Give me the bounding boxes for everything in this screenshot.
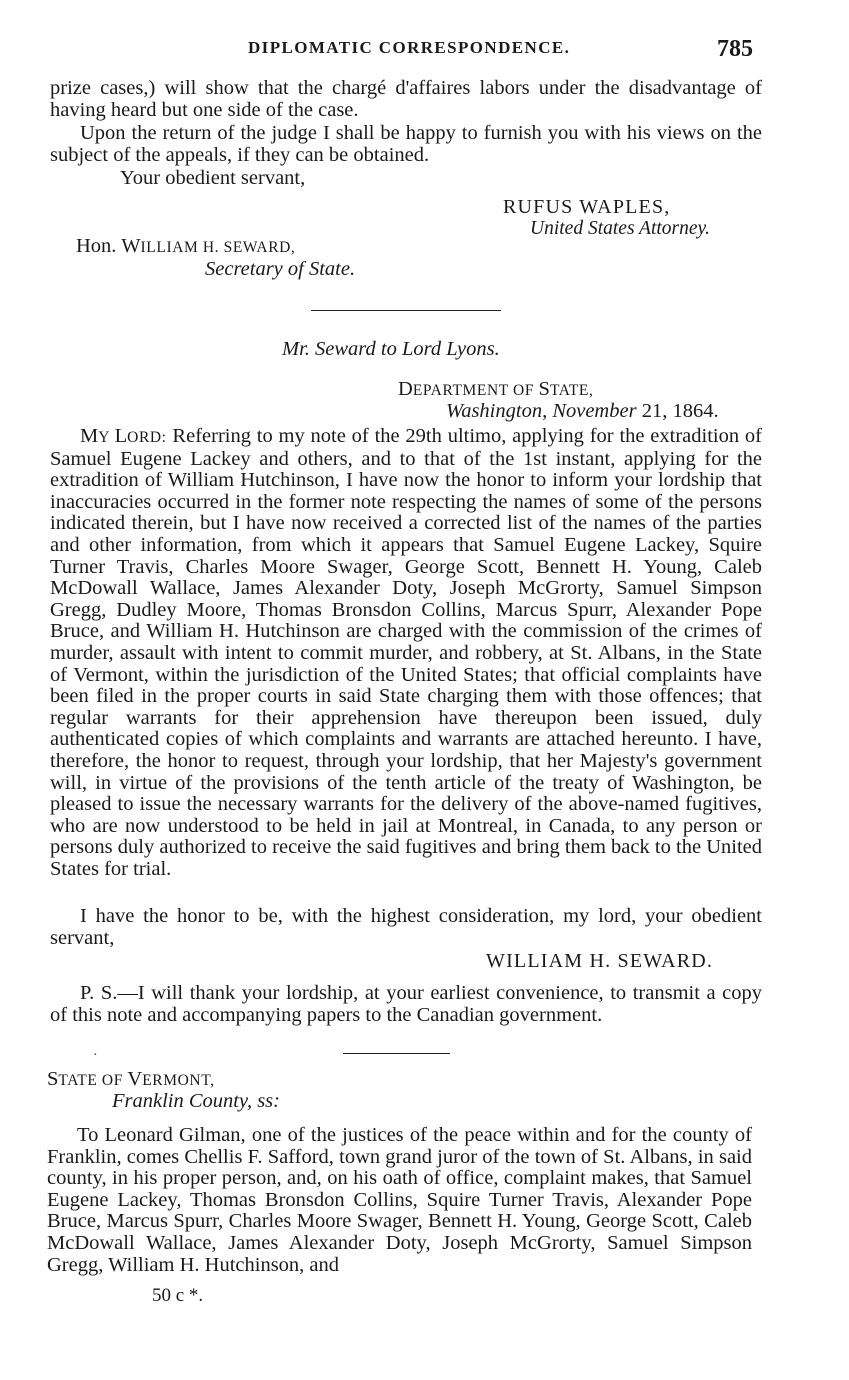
waples-signature: RUFUS WAPLES, [503,196,671,218]
judge-text: Upon the return of the judge I shall be happy to furnish you with his views on the subject of the appeals, if they can be obtained. [50,122,762,166]
complaint-body [47,1125,752,1276]
seward-body-text [50,426,762,880]
page-header [0,36,849,66]
seward-signature: WILLIAM H. SEWARD. [486,950,714,972]
state-rest: TATE OF [58,1072,128,1089]
county-line: Franklin County, ss: [112,1090,280,1112]
dept-rest-2: TATE, [549,382,594,399]
salutation-rest: Y [98,429,115,446]
section-divider [311,310,501,311]
salutation-initial-2: L [114,425,128,447]
print-speck: · [93,1048,98,1063]
addressee-name-rest: ILLIAM H. S [140,239,233,256]
page-number: 785 [717,36,753,62]
salutation-initial: M [80,425,99,447]
seward-body-content: Referring to my note of the 29th ultimo, applying for the extradition of Samuel Eugene Lackey and others, and to that of the 1st instant, applying for the extradition of William Hutchinson, I have now the honor to inform your lordship that inaccuracies occurred in the former note respecting the names of some of the persons indicated therein, but I have now received a corrected list of the names of the parties and other information, from which it appears that Samuel Eugene Lackey, Squire Turner Travis, Charles Moore Swager, George Scott, Bennett H. Young, Caleb McDowall Wallace, James Alexander Doty, Joseph McGrorty, Samuel Simpson Gregg, Dudley Moore, Thomas Bronsdon Collins, Marcus Spurr, Alexander Pope Bruce, and William H. Hutchinson are charged with the commission of the crimes of murder, assault with intent to commit murder, and robbery, at St. Albans, in the State of Vermont, within the jurisdiction of the United States; that official complaints have been filed in the proper courts in said State charging them with those offences; that regular warrants for their apprehension have thereupon been issued, duly authenticated copies of which complaints and warrants are attached hereunto. I have, therefore, the honor to request, through your lordship, that her Majesty's government will, in virtue of the provisions of the tenth article of the treaty of Washington, be pleased to issue the necessary warrants for the delivery of the above-named fugitives, who are now understood to be held in jail at Montreal, in Canada, to any person or persons duly authorized to receive the said fugitives and bring them back to the United States for trial. [50,425,763,880]
letter-heading: Mr. Seward to Lord Lyons. [282,338,500,360]
waples-title: United States Attorney. [530,218,710,239]
dept-line [398,378,593,401]
seward-body [50,426,762,880]
postscript [50,983,762,1026]
addressee-title: Secretary of State. [205,258,356,280]
seward-closing [50,906,762,949]
waples-closing: Your obedient servant, [120,167,306,189]
addressee-surname-rest: EWARD, [232,239,296,256]
section-divider-2 [343,1053,450,1054]
dept-initial: D [398,378,413,400]
dept-initial-2: S [538,378,550,400]
continuation-text: prize cases,) will show that the chargé d'affaires labors under the disadvantage of having heard but one side of the case. [50,77,762,121]
salutation [80,425,167,447]
running-head: DIPLOMATIC CORRESPONDENCE. [248,38,571,57]
addressee-initial: W [121,235,141,257]
state-line [47,1068,215,1091]
salutation-rest-2: ORD: [127,429,167,446]
postscript-text: P. S.—I will thank your lordship, at your earliest convenience, to transmit a copy of this note and accompanying papers to the Canadian government. [50,982,762,1026]
addressee-prefix: Hon. [76,235,122,257]
addressee-name [76,235,295,258]
signature-mark: 50 c *. [152,1285,204,1306]
state-rest-2: ERMONT, [142,1072,215,1089]
complaint-body-text: To Leonard Gilman, one of the justices of the peace within and for the county of Franklin, comes Chellis F. Safford, town grand juror of the town of St. Albans, in said county, in his proper person, and, on his oath of office, complaint makes, that Samuel Eugene Lackey, Thomas Bronsdon Collins, Squire Turner Travis, Alexander Pope Bruce, Marcus Spurr, Charles Moore Swager, Bennett H. Young, George Scott, Caleb McDowall Wallace, James Alexander Doty, Joseph McGrorty, Samuel Simpson Gregg, William H. Hutchinson, and [47,1124,752,1276]
date-place: Washington, November [446,400,637,422]
judge-paragraph [50,123,762,166]
date-line [446,400,719,423]
continuation-paragraph [50,78,762,121]
seward-closing-text: I have the honor to be, with the highest consideration, my lord, your obedient servant, [50,905,762,949]
date-value: 21, 1864. [641,400,719,422]
state-initial-2: V [127,1068,143,1090]
state-initial: S [47,1068,59,1090]
dept-rest: EPARTMENT OF [412,382,539,399]
